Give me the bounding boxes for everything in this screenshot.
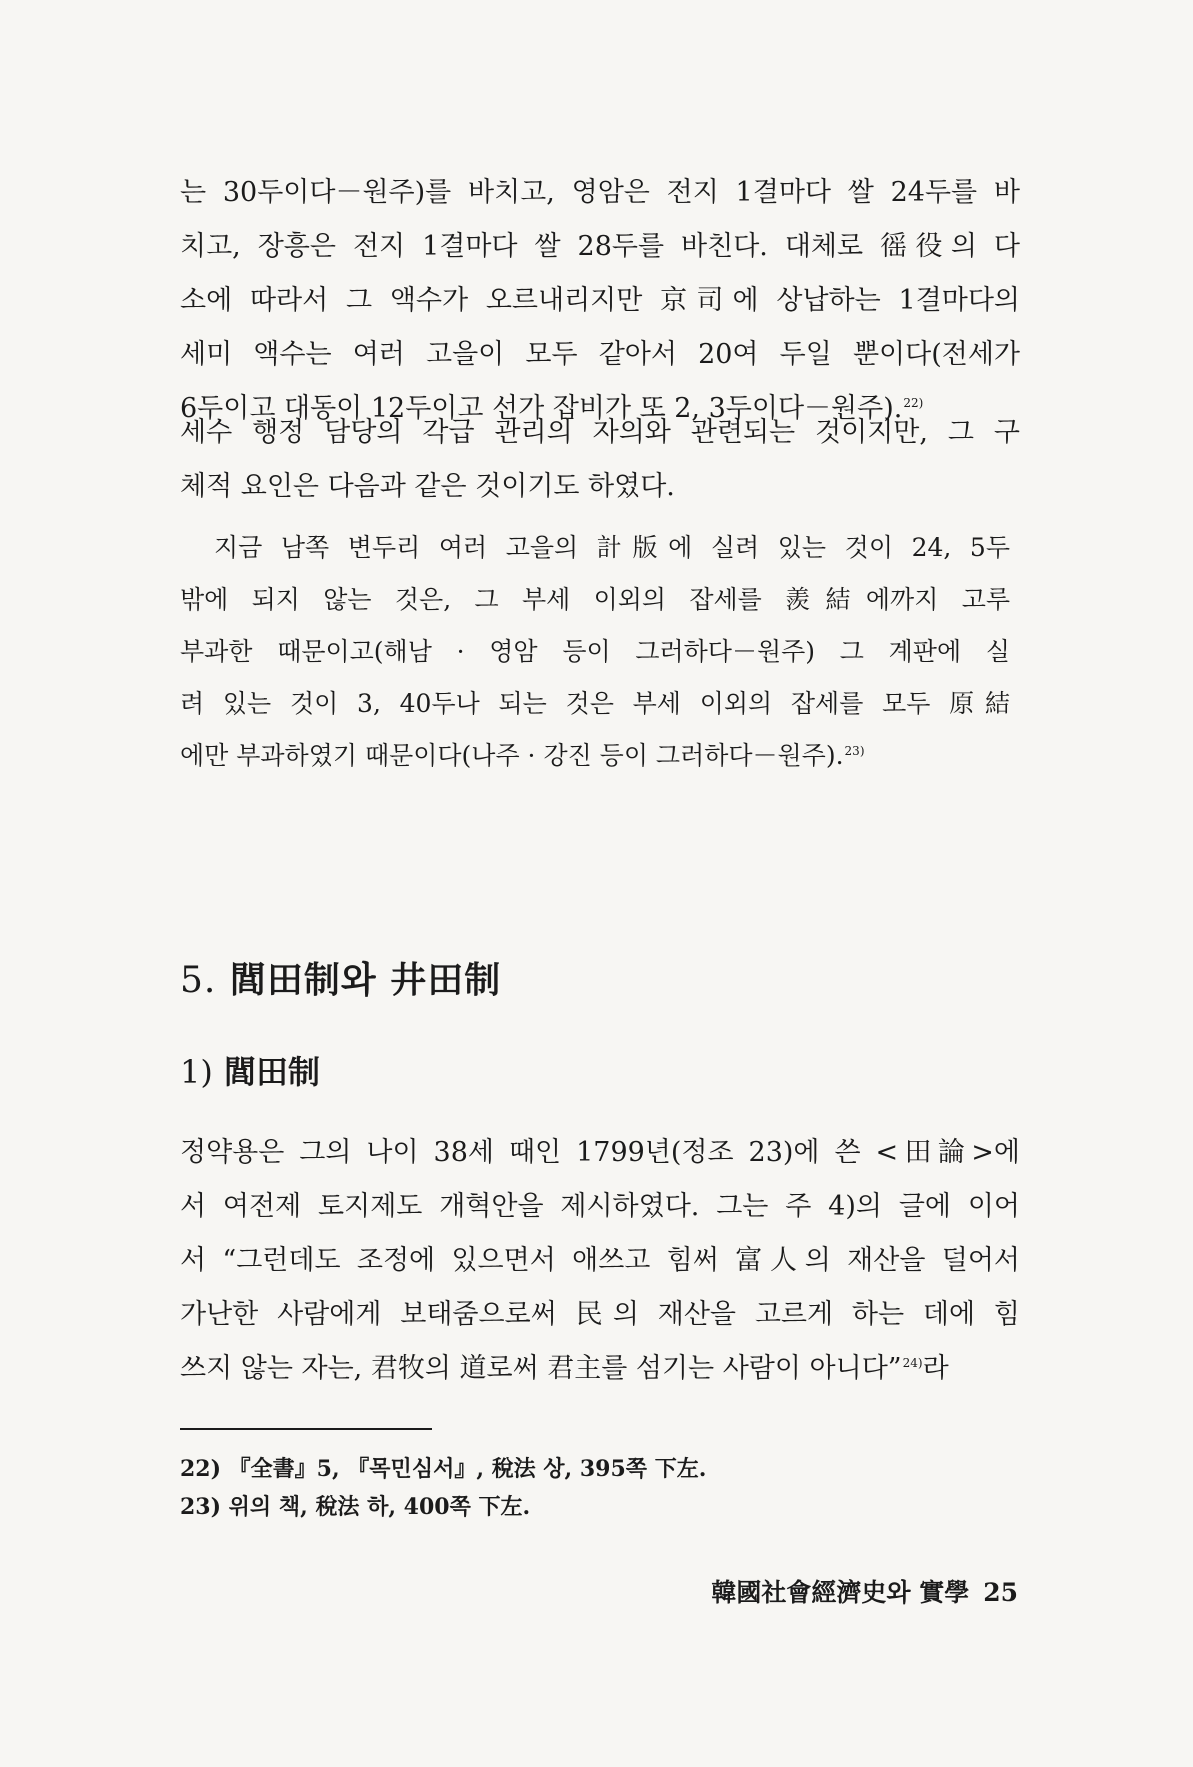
footnote-ref-22: 22): [903, 396, 924, 410]
paragraph-line: 가난한 사람에게 보태줌으로써 民의 재산을 고르게 하는 데에 힘: [180, 1299, 1020, 1330]
footnote-divider: [180, 1428, 432, 1430]
footnotes: [180, 1450, 706, 1526]
quote-line: 부과한 때문이고(해남 · 영암 등이 그러하다－원주) 그 계판에 실: [180, 637, 1010, 666]
paragraph-line: 체적 요인은 다음과 같은 것이기도 하였다.: [180, 471, 675, 502]
book-title: 韓國社會經濟史와 實學: [711, 1578, 970, 1607]
subsection-title: 閭田制: [223, 1053, 320, 1091]
block-quote: [180, 522, 1010, 782]
footnote-ref-23: 23): [844, 743, 865, 758]
section-heading: [180, 952, 501, 1003]
paragraph-line: 치고, 장흥은 전지 1결마다 쌀 28두를 바친다. 대체로 徭役의 다: [180, 231, 1020, 262]
paragraph-line: 서 여전제 토지제도 개혁안을 제시하였다. 그는 주 4)의 글에 이어: [180, 1191, 1020, 1222]
quote-line: 밖에 되지 않는 것은, 그 부세 이외의 잡세를 羨結에까지 고루: [180, 585, 1010, 614]
section-number: 5.: [180, 960, 217, 1001]
footnote-ref-24: 24): [902, 1356, 923, 1370]
paragraph-line: 는 30두이다－원주)를 바치고, 영암은 전지 1결마다 쌀 24두를 바: [180, 177, 1020, 208]
quote-line-text: 에만 부과하였기 때문이다(나주 · 강진 등이 그러하다－원주).: [180, 741, 844, 770]
paragraph-line: 세미 액수는 여러 고을이 모두 같아서 20여 두일 뿐이다(전세가: [180, 339, 1020, 370]
subsection-heading: [180, 1047, 320, 1093]
paragraph-line-tail: 라: [922, 1353, 949, 1384]
paragraph-1: [180, 166, 1020, 436]
paragraph-line-text: 쓰지 않는 자는, 君牧의 道로써 君主를 섬기는 사람이 아니다”: [180, 1353, 902, 1384]
section-title: 閭田制와 井田制: [229, 959, 502, 1001]
paragraph-line: [180, 1342, 1020, 1396]
quote-line: [180, 730, 1010, 782]
page-number: 25: [983, 1578, 1018, 1607]
subsection-number: 1): [180, 1053, 213, 1091]
paragraph-line: 소에 따라서 그 액수가 오르내리지만 京司에 상납하는 1결마다의: [180, 285, 1020, 316]
paragraph-line: 세수 행정 담당의 각급 관리의 자의와 관련되는 것이지만, 그 구: [180, 417, 1020, 448]
paragraph-line-text: 6두이고 대동이 12두이고 선가 잡비가 또 2, 3두이다－원주).: [180, 393, 903, 424]
paragraph-line: 서 “그런데도 조정에 있으면서 애쓰고 힘써 富人의 재산을 덜어서: [180, 1245, 1020, 1276]
footnote-23: 23) 위의 책, 稅法 하, 400쪽 下左.: [180, 1494, 531, 1520]
running-footer: [711, 1573, 1018, 1609]
quote-line: 려 있는 것이 3, 40두나 되는 것은 부세 이외의 잡세를 모두 原結: [180, 689, 1010, 718]
quote-line: 지금 남쪽 변두리 여러 고을의 計版에 실려 있는 것이 24, 5두: [214, 533, 1010, 562]
footnote-22: 22) 『全書』5, 『목민심서』, 稅法 상, 395쪽 下左.: [180, 1456, 707, 1482]
paragraph-line: 정약용은 그의 나이 38세 때인 1799년(정조 23)에 쓴 <田論>에: [180, 1137, 1020, 1168]
paragraph-2: [180, 406, 1020, 514]
paragraph-3: [180, 1126, 1020, 1396]
